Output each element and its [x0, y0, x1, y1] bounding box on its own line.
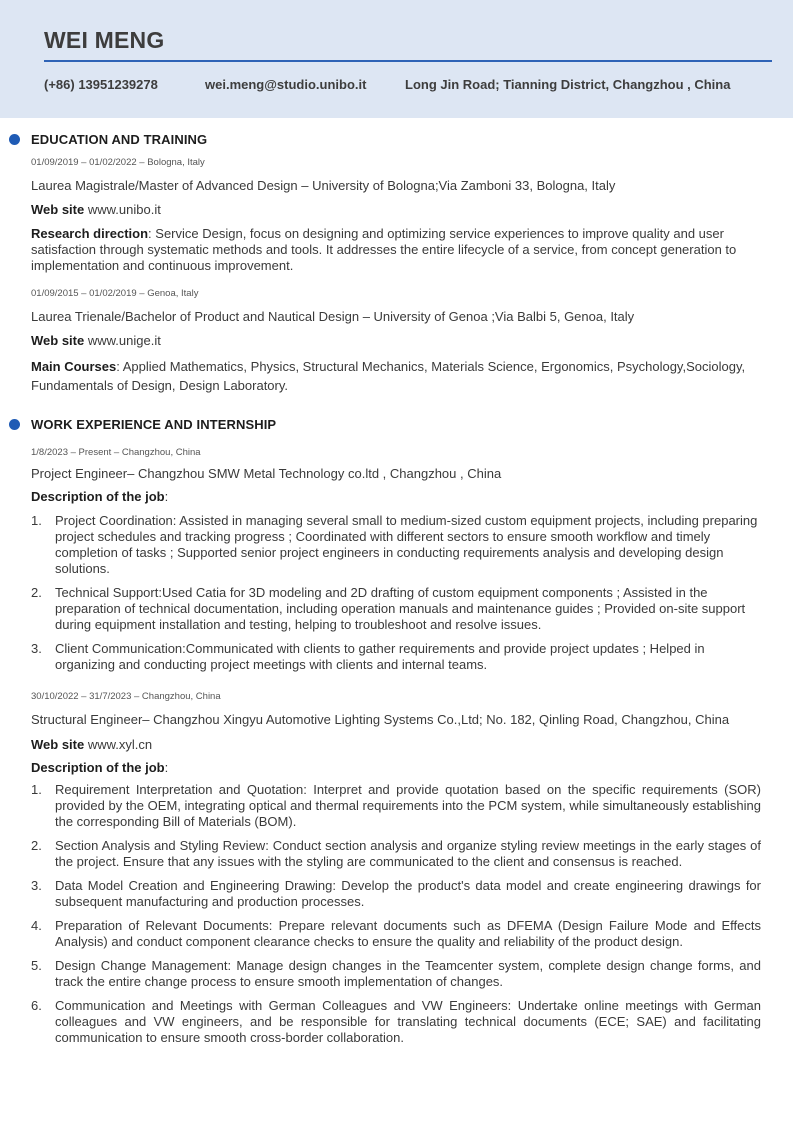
section-bullet-work — [9, 419, 20, 430]
job-description-heading — [31, 760, 168, 775]
job-description-colon: : — [164, 489, 169, 504]
main-courses-label: Main Courses — [31, 359, 117, 374]
list-text: Section Analysis and Styling Review: Conduct section analysis and organize styling review meetings in the early stages of the project. Ensure that any issues with the styling are communicated to the client and consensus is reached. — [55, 838, 761, 869]
header-banner — [0, 0, 793, 118]
main-courses — [31, 357, 776, 395]
list-text: Project Coordination: Assisted in managing several small to medium-sized custom equipment projects, including preparing project schedules and tracking progress ; Coordinated with different sectors to ensure smooth workflow and timely completion of tasks ; Supported senior project engineers in conducting requirements analysis and developing design solutions. — [55, 513, 758, 576]
website-label: Web site — [31, 202, 85, 217]
job-date: 30/10/2022 – 31/7/2023 – Changzhou, China — [31, 691, 221, 702]
list-number: 6. — [31, 998, 42, 1013]
list-item — [31, 782, 761, 830]
section-bullet-education — [9, 134, 20, 145]
job-date: 1/8/2023 – Present – Changzhou, China — [31, 447, 201, 458]
website-label: Web site — [31, 333, 85, 348]
job-description-label: Description of the job — [31, 760, 165, 775]
email-address[interactable]: wei.meng@studio.unibo.it — [205, 77, 367, 92]
research-direction — [31, 226, 776, 274]
list-item — [31, 998, 761, 1046]
job-description-heading — [31, 489, 168, 504]
list-text: Requirement Interpretation and Quotation: Interpret and provide quotation based on the specific requirements (SOR) provided by the OEM, integrating optical and thermal requirements into the PCM system, while simultaneously establishing the corresponding Bill of Materials (BOM). — [55, 782, 761, 829]
job-duties-list — [31, 782, 761, 1054]
website-link[interactable]: www.xyl.cn — [87, 737, 153, 752]
education-website-row — [31, 333, 161, 348]
job-position: Structural Engineer– Changzhou Xingyu Automotive Lighting Systems Co.,Ltd; No. 182, Qinling Road, Changzhou, China — [31, 712, 730, 727]
section-title-education: EDUCATION AND TRAINING — [31, 132, 208, 147]
list-item — [31, 838, 761, 870]
website-label: Web site — [31, 737, 85, 752]
header-rule — [44, 60, 772, 62]
website-link[interactable]: www.unige.it — [87, 333, 161, 348]
education-date: 01/09/2015 – 01/02/2019 – Genoa, Italy — [31, 288, 199, 299]
list-number: 4. — [31, 918, 42, 933]
job-description-label: Description of the job — [31, 489, 165, 504]
list-text: Data Model Creation and Engineering Drawing: Develop the product's data model and create engineering drawings for subsequent manufacturing and production processes. — [55, 878, 761, 909]
education-website-row — [31, 202, 161, 217]
section-title-work: WORK EXPERIENCE AND INTERNSHIP — [31, 417, 277, 432]
job-description-colon: : — [164, 760, 169, 775]
list-text: Design Change Management: Manage design changes in the Teamcenter system, complete design change forms, and track the entire change process to ensure smooth implementation of changes. — [55, 958, 761, 989]
list-item — [31, 641, 761, 673]
phone-number: (+86) 13951239278 — [44, 77, 158, 92]
list-number: 2. — [31, 838, 42, 853]
job-position: Project Engineer– Changzhou SMW Metal Technology co.ltd , Changzhou , China — [31, 466, 502, 481]
education-degree: Laurea Trienale/Bachelor of Product and Nautical Design – University of Genoa ;Via Balbi 5, Genoa, Italy — [31, 309, 635, 324]
main-courses-text: : Applied Mathematics, Physics, Structural Mechanics, Materials Science, Ergonomics, Psychology,Sociology, Fundamentals of Design, Design Laboratory. — [31, 359, 746, 393]
list-item — [31, 958, 761, 990]
list-number: 1. — [31, 513, 42, 528]
list-number: 1. — [31, 782, 42, 797]
education-degree: Laurea Magistrale/Master of Advanced Design – University of Bologna;Via Zamboni 33, Bologna, Italy — [31, 178, 616, 193]
research-direction-label: Research direction — [31, 226, 149, 241]
list-text: Client Communication:Communicated with clients to gather requirements and provide project updates ; Helped in organizing and conducting project meetings with clients and internal teams. — [55, 641, 705, 672]
job-website-row — [31, 737, 152, 752]
education-date: 01/09/2019 – 01/02/2022 – Bologna, Italy — [31, 157, 205, 168]
website-link[interactable]: www.unibo.it — [87, 202, 161, 217]
list-item — [31, 878, 761, 910]
list-number: 3. — [31, 878, 42, 893]
list-number: 5. — [31, 958, 42, 973]
list-number: 2. — [31, 585, 42, 600]
list-number: 3. — [31, 641, 42, 656]
list-item — [31, 918, 761, 950]
list-text: Preparation of Relevant Documents: Prepare relevant documents such as DFEMA (Design Failure Mode and Effects Analysis) and conduct component clearance checks to ensure the quality and reliability of the product design. — [55, 918, 761, 949]
list-item — [31, 585, 761, 633]
person-name: WEI MENG — [44, 27, 165, 53]
job-duties-list — [31, 513, 761, 681]
research-direction-text: : Service Design, focus on designing and optimizing service experiences to improve quality and user satisfaction through systematic methods and tools. It addresses the entire lifecycle of a service, from concept generation to implementation and continuous improvement. — [31, 226, 737, 273]
list-text: Communication and Meetings with German Colleagues and VW Engineers: Undertake online meetings with German colleagues and VW engineers, and be responsible for translating technical documents (ECE; SAE) and facilitating communication to ensure smooth cross-border collaboration. — [55, 998, 761, 1045]
list-text: Technical Support:Used Catia for 3D modeling and 2D drafting of custom equipment components ; Assisted in the preparation of technical documentation, including operation manuals and maintenance guides ; Provided on-site support during equipment installation and testing, helping to troubleshoot and resolve issues. — [55, 585, 746, 632]
home-address: Long Jin Road; Tianning District, Changzhou , China — [405, 77, 731, 92]
list-item — [31, 513, 761, 577]
